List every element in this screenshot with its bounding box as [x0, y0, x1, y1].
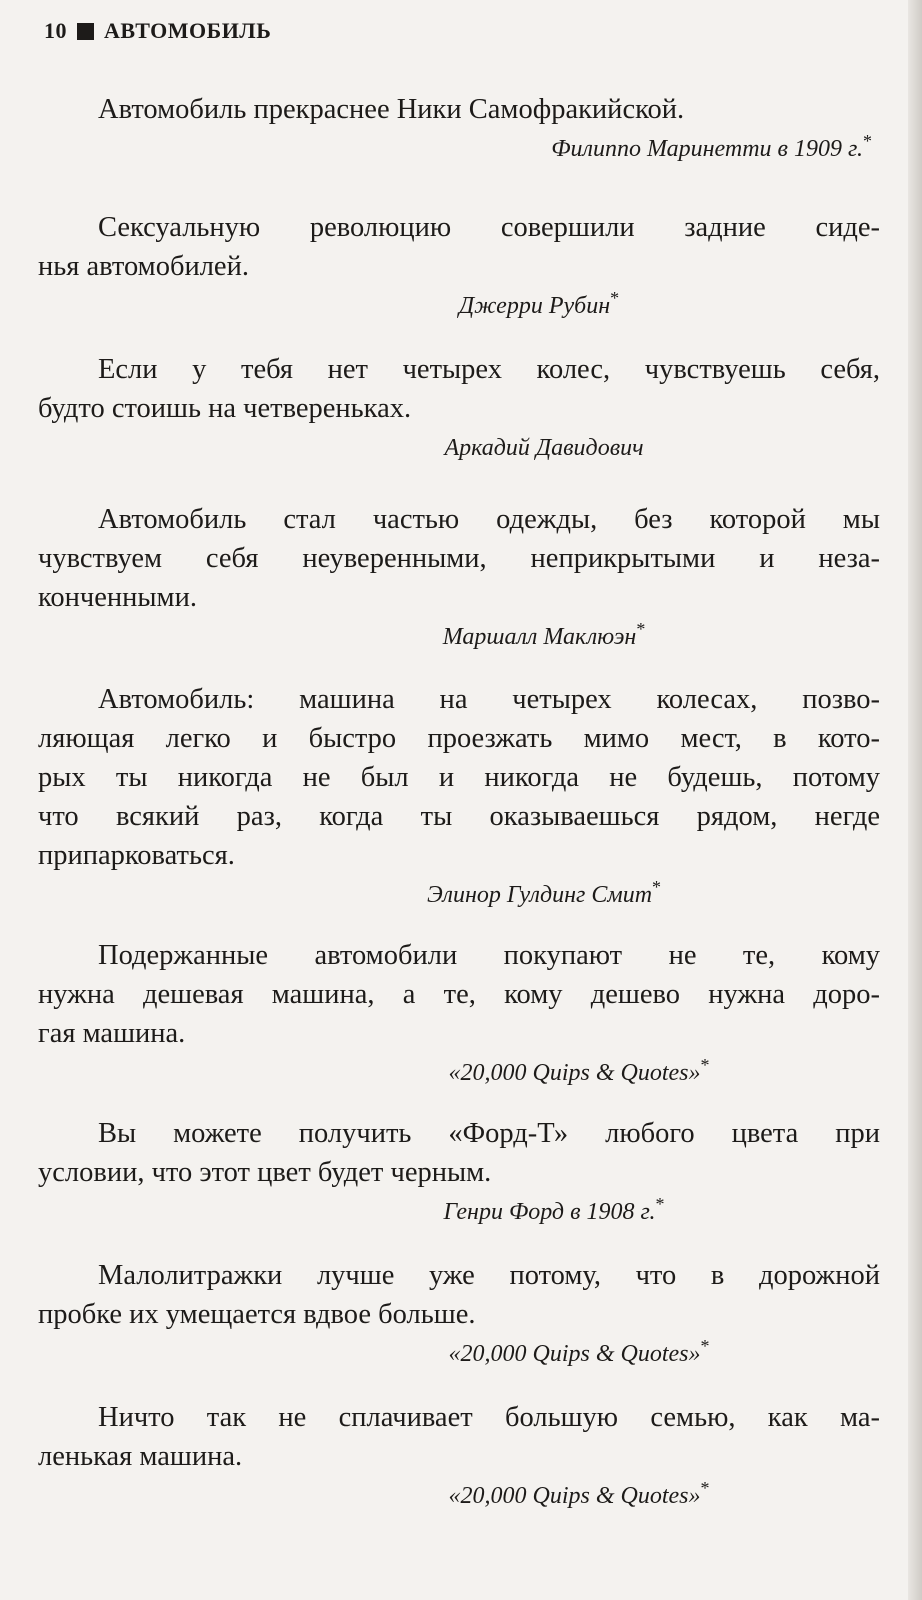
footnote-mark: *: [636, 619, 646, 639]
quote-text: [38, 936, 880, 1053]
quote-line: Подержанные автомобили покупают не те, кому: [98, 940, 880, 971]
quote-text: [38, 1398, 880, 1476]
quote-text: [38, 680, 880, 875]
quote-line: ленькая машина.: [38, 1441, 243, 1472]
quote-line: Ничто так не сплачивает большую семью, как ма-: [98, 1402, 880, 1433]
quote-author: «20,000 Quips & Quotes»*: [448, 1478, 710, 1509]
quote-line: ляющая легко и быстро проезжать мимо мест, в кото-: [38, 723, 880, 754]
quote-author: Джерри Рубин*: [458, 288, 620, 319]
quote-line: Автомобиль: машина на четырех колесах, позво-: [98, 684, 880, 715]
quote-line: чувствуем себя неуверенными, неприкрытыми и неза-: [38, 543, 880, 574]
quote-line: конченными.: [38, 582, 197, 613]
quote-author: Маршалл Маклюэн*: [442, 619, 646, 650]
quote-author: «20,000 Quips & Quotes»*: [448, 1336, 710, 1367]
quote-line: Малолитражки лучше уже потому, что в дорожной: [98, 1260, 880, 1291]
quote-line: пробке их умещается вдвое больше.: [38, 1299, 476, 1330]
quote-line: Автомобиль стал частью одежды, без которой мы: [98, 504, 880, 535]
footnote-mark: *: [700, 1478, 710, 1498]
quote-line: Автомобиль прекраснее Ники Самофракийской.: [98, 94, 685, 125]
quote-line: будто стоишь на четвереньках.: [38, 393, 412, 424]
quote-line: Сексуальную революцию совершили задние сиде-: [98, 212, 880, 243]
quote-block: [38, 1256, 880, 1370]
quote-block: [38, 500, 880, 653]
footnote-mark: *: [652, 877, 662, 897]
square-bullet-icon: [77, 23, 94, 40]
quote-line: условии, что этот цвет будет черным.: [38, 1157, 492, 1188]
quote-author: Филиппо Маринетти в 1909 г.*: [551, 131, 872, 162]
quote-line: рых ты никогда не был и никогда не будешь, потому: [38, 762, 880, 793]
footnote-mark: *: [655, 1194, 665, 1214]
quote-line: что всякий раз, когда ты оказываешься рядом, негде: [38, 801, 880, 832]
quote-block: [38, 90, 880, 165]
quote-text: [38, 90, 880, 129]
page-edge-shadow: [908, 0, 922, 1600]
running-header: [44, 18, 271, 44]
quote-author: Генри Форд в 1908 г.*: [443, 1194, 665, 1225]
quote-line: нья автомобилей.: [38, 251, 249, 282]
quote-author: Аркадий Давидович: [444, 435, 644, 461]
footnote-mark: *: [610, 288, 620, 308]
footnote-mark: *: [700, 1055, 710, 1075]
quote-block: [38, 1114, 880, 1228]
quote-block: [38, 936, 880, 1089]
footnote-mark: *: [700, 1336, 710, 1356]
quote-text: [38, 350, 880, 428]
quote-text: [38, 500, 880, 617]
quote-line: Если у тебя нет четырех колес, чувствуешь себя,: [98, 354, 880, 385]
quote-block: [38, 1398, 880, 1512]
quote-text: [38, 1256, 880, 1334]
footnote-mark: *: [863, 131, 872, 151]
quote-line: припарковаться.: [38, 840, 235, 871]
section-title: АВТОМОБИЛЬ: [104, 18, 272, 43]
quote-author: «20,000 Quips & Quotes»*: [448, 1055, 710, 1086]
quote-line: гая машина.: [38, 1018, 186, 1049]
quote-block: [38, 208, 880, 322]
quote-author: Элинор Гулдинг Смит*: [426, 877, 662, 908]
quote-line: нужна дешевая машина, а те, кому дешево нужна доро-: [38, 979, 880, 1010]
quote-line: Вы можете получить «Форд-Т» любого цвета при: [98, 1118, 880, 1149]
quote-text: [38, 208, 880, 286]
page-number: 10: [44, 18, 67, 43]
quote-block: [38, 350, 880, 464]
quote-block: [38, 680, 880, 911]
quote-text: [38, 1114, 880, 1192]
